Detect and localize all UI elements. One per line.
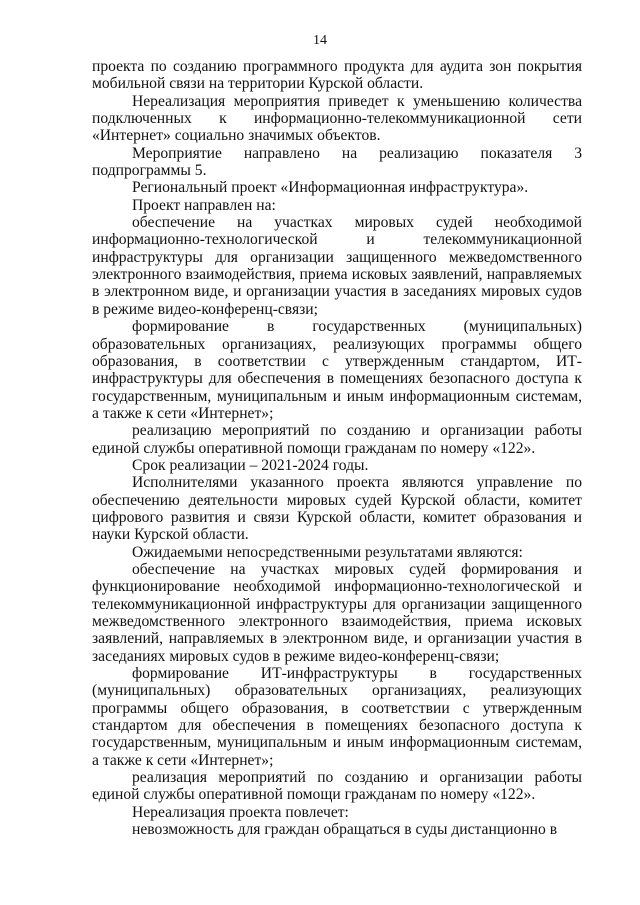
page-number: 14: [313, 33, 327, 48]
paragraph-implementation-period: Срок реализации – 2021-2024 годы.: [132, 456, 369, 474]
paragraph-result-schools: формирование ИТ-инфраструктуры в государственных (муниципальных) образовательных организациях, реализующих программы общего образования, в соответствии с утвержденным стандартом для обеспечения в помещениях безопасного доступа к государственным, муниципальным и иным информационным системам, а также к сети «Интернет»;: [92, 665, 582, 769]
paragraph-aim-courts: обеспечение на участках мировых судей необходимой информационно-технологической и телекоммуникационной инфраструктуры для организации защищенного межведомственного электронного взаимодействия, приема исковых заявлений, направляемых в электронном виде, и организации участия в заседаниях мировых судов в режиме видео-конференц-связи;: [92, 214, 582, 318]
paragraph-result-courts: обеспечение на участках мировых судей формирования и функционирование необходимой информационно-технологической и телекоммуникационной инфраструктуры для организации защищенного межведомственного электронного взаимодействия, приема исковых заявлений, направляемых в электронном виде, и организации участия в заседаниях мировых судов в режиме видео-конференц-связи;: [92, 560, 582, 665]
paragraph-continuation: проекта по созданию программного продукта для аудита зон покрытия мобильной связи на территории Курской области.: [92, 58, 582, 93]
paragraph-nonrealization-consequence: Нереализация мероприятия приведет к уменьшению количества подключенных к информационно-телекоммуникационной сети «Интернет» социально значимых объектов.: [92, 92, 582, 145]
document-body: [92, 58, 582, 838]
paragraph-aim-122-service: реализацию мероприятий по созданию и организации работы единой службы оперативной помощи гражданам по номеру «122».: [92, 422, 582, 457]
paragraph-nonrealization-intro: Нереализация проекта повлечет:: [132, 803, 349, 821]
paragraph-aim-schools: формирование в государственных (муниципальных) образовательных организациях, реализующих программы общего образования, в соответствии с утвержденным стандартом, ИТ-инфраструктуры для обеспечения в помещениях безопасного доступа к государственным, муниципальным и иным информационным системам, а также к сети «Интернет»;: [92, 318, 582, 422]
paragraph-consequence-remote-courts: невозможность для граждан обращаться в суды дистанционно в: [132, 821, 558, 839]
paragraph-expected-results-intro: Ожидаемыми непосредственными результатами являются:: [132, 543, 523, 561]
paragraph-regional-project-title: Региональный проект «Информационная инфраструктура».: [132, 179, 529, 197]
paragraph-result-122-service: реализация мероприятий по созданию и организации работы единой службы оперативной помощи гражданам по номеру «122».: [92, 769, 582, 804]
paragraph-project-aim-intro: Проект направлен на:: [132, 196, 276, 214]
paragraph-executors: Исполнителями указанного проекта являются управление по обеспечению деятельности мировых судей Курской области, комитет цифрового развития и связи Курской области, комитет образования и науки Курской области.: [92, 474, 582, 544]
paragraph-indicator-reference: Мероприятие направлено на реализацию показателя 3 подпрограммы 5.: [92, 144, 582, 180]
